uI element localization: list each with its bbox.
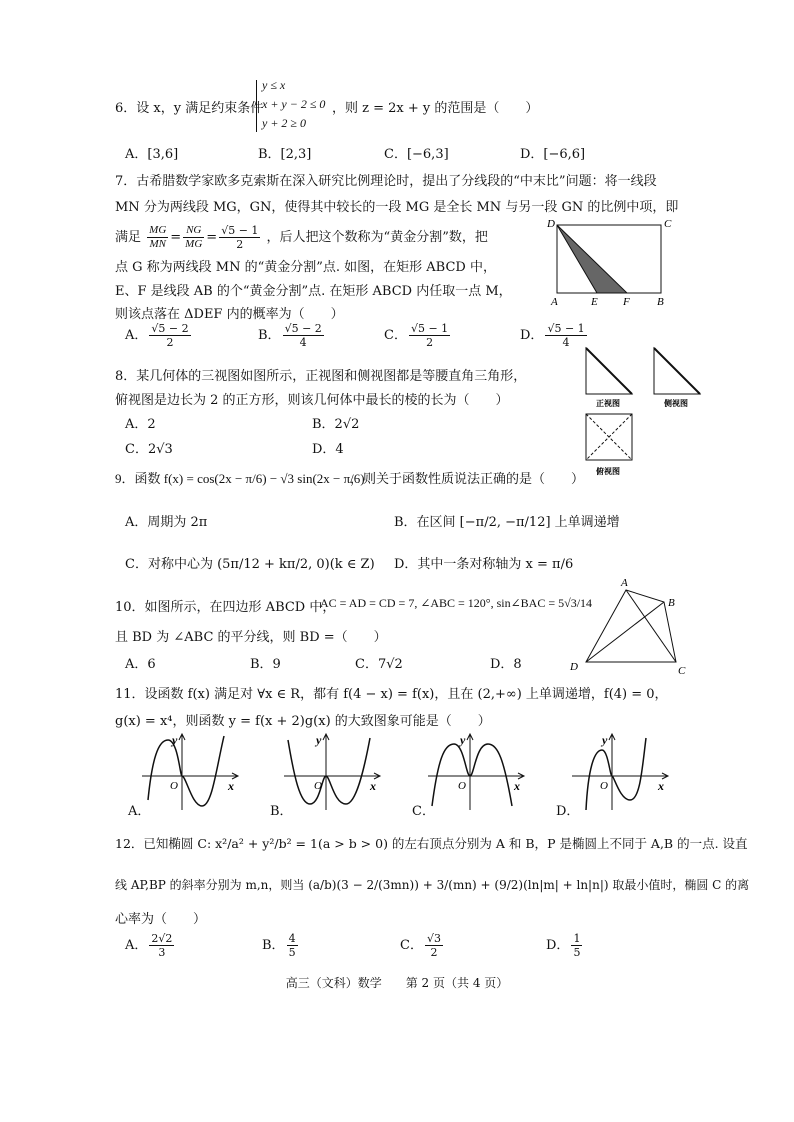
q7-line-3b: ，后人把这个数称为“黄金分割”数，把 — [266, 230, 488, 245]
q11-option-d[interactable]: D． — [556, 804, 580, 819]
quadrilateral-figure — [566, 574, 696, 680]
q10-option-b[interactable]: B．9 — [250, 657, 281, 672]
svg-text:x: x — [370, 779, 376, 793]
q6-constraint-1: y ≤ x — [262, 78, 286, 92]
golden-rectangle-figure — [545, 215, 675, 307]
q6-option-d[interactable]: D．[−6,6] — [520, 147, 586, 162]
q6-stem-a: 6．设 x，y 满足约束条件 — [115, 101, 264, 116]
q8-option-c[interactable]: C．2√3 — [125, 442, 173, 457]
q12-line-2: 线 AP,BP 的斜率分别为 m,n，则当 (a/b)(3 − 2/(3mn)) + 3/(mn) + (9/2)(ln|m| + ln|n|) 取最小值时，椭圆 C 的离 — [115, 878, 750, 892]
side-view-label: 侧视图 — [664, 399, 688, 408]
q9-option-b[interactable]: B．在区间 [−π/2, −π/12] 上单调递增 — [394, 515, 620, 530]
q10-option-a[interactable]: A．6 — [125, 657, 156, 672]
fig7-label-d: D — [547, 218, 555, 230]
q7-frac-golden-den: 2 — [236, 238, 244, 251]
q12-option-b[interactable]: B． $\frac{4}{5}$ — [262, 932, 296, 959]
svg-text:O: O — [170, 780, 178, 792]
q7-option-c[interactable]: C． $\frac{√5 - 1}{2}$ — [384, 322, 449, 349]
q12-option-a[interactable]: A． $\frac{2√2}{3}$ — [125, 932, 173, 959]
three-views-figure — [578, 344, 708, 482]
fig10-label-b: B — [668, 597, 675, 609]
q8-line-2: 俯视图是边长为 2 的正方形，则该几何体中最长的棱的长为（ ） — [115, 393, 509, 408]
q10-line-2: 且 BD 为 ∠ABC 的平分线，则 BD =（ ） — [115, 630, 387, 645]
q8-option-a[interactable]: A．2 — [125, 417, 156, 432]
fig7-label-e: E — [591, 296, 598, 307]
q7-frac-mn: MN — [149, 238, 166, 250]
q11-option-c[interactable]: C． — [412, 804, 435, 819]
q9-option-a[interactable]: A．周期为 2π — [125, 515, 208, 530]
fig7-label-c: C — [664, 218, 672, 230]
q12-option-d[interactable]: D． $\frac{1}{5}$ — [546, 932, 581, 959]
q10-line-1a: 10．如图所示，在四边形 ABCD 中， — [115, 600, 336, 615]
q10-line-1b: AC = AD = CD = 7, ∠ABC = 120°, sin∠BAC = 5√3/14 — [320, 596, 593, 610]
q12-line-1: 12．已知椭圆 C: x²/a² + y²/b² = 1(a > b > 0) 的左右顶点分别为 A 和 B，P 是椭圆上不同于 A,B 的一点. 设直 — [115, 836, 748, 851]
q7-line-2: MN 分为两线段 MG，GN，使得其中较长的一段 MG 是全长 MN 与另一段 GN 的比例中项，即 — [115, 200, 679, 215]
q7-frac-mg: MG — [149, 224, 167, 236]
svg-text:x: x — [658, 779, 664, 793]
q11-option-a[interactable]: A． — [128, 804, 151, 819]
q7-option-b[interactable]: B． $\frac{√5 - 2}{4}$ — [258, 322, 322, 349]
q7-line-3: 满足 $\frac{MG}{MN}$ = $\frac{NG}{MG}$ = $\frac{√5 - 1}{2}$ ，后人把这个数称为“黄金分割”数，把 — [115, 224, 488, 251]
graph-b[interactable] — [282, 730, 382, 812]
front-view-label: 正视图 — [596, 399, 620, 408]
q6-option-c[interactable]: C．[−6,3] — [384, 147, 449, 162]
q6-brace — [256, 80, 257, 132]
q12-option-c[interactable]: C． $\frac{√3}{2}$ — [400, 932, 441, 959]
page-footer: 高三（文科）数学 第 2 页（共 4 页） — [285, 976, 509, 990]
q9-option-d[interactable]: D．其中一条对称轴为 x = π/6 — [394, 557, 574, 572]
top-view-label: 俯视图 — [596, 467, 620, 476]
svg-text:x: x — [514, 779, 520, 793]
svg-text:y: y — [316, 733, 322, 747]
q12-line-3: 心率为（ ） — [115, 912, 207, 927]
q11-option-b[interactable]: B． — [270, 804, 293, 819]
q8-line-1: 8．某几何体的三视图如图所示，正视图和侧视图都是等腰直角三角形， — [115, 369, 527, 384]
q9-stem-a: 9．函数 f(x) = cos(2x − π/6) − √3 sin(2x − π/6) — [115, 471, 365, 486]
svg-text:O: O — [458, 780, 466, 792]
q11-line-1: 11．设函数 f(x) 满足对 ∀x ∈ R，都有 f(4 − x) = f(x)，且在 (2,+∞) 上单调递增，f(4) = 0， — [115, 687, 668, 702]
q7-option-a[interactable]: A． $\frac{√5 - 2}{2}$ — [125, 322, 189, 349]
q6-stem-b: ，则 z = 2x + y 的范围是（ ） — [332, 101, 539, 116]
q10-option-d[interactable]: D．8 — [490, 657, 522, 672]
q9-stem-b: ，则关于函数性质说法正确的是（ ） — [350, 472, 585, 487]
svg-text:y: y — [460, 733, 466, 747]
svg-text:x: x — [228, 779, 234, 793]
q7-line-6: 则该点落在 ΔDEF 内的概率为（ ） — [115, 307, 344, 322]
q9-option-c[interactable]: C．对称中心为 (5π/12 + kπ/2, 0)(k ∈ Z) — [125, 557, 375, 572]
q7-line-5: E、F 是线段 AB 的个“黄金分割”点. 在矩形 ABCD 内任取一点 M， — [115, 284, 512, 299]
svg-text:y: y — [172, 733, 178, 747]
q6-constraint-3: y + 2 ≥ 0 — [262, 116, 307, 130]
graph-d[interactable] — [570, 730, 670, 812]
q6-option-a[interactable]: A．[3,6] — [125, 147, 179, 162]
q7-line-4: 点 G 称为两线段 MN 的“黄金分割”点. 如图，在矩形 ABCD 中， — [115, 260, 496, 275]
q10-option-c[interactable]: C．7√2 — [355, 657, 403, 672]
svg-text:O: O — [600, 780, 608, 792]
fig10-label-a: A — [621, 577, 628, 589]
q7-line-3a: 满足 — [115, 230, 142, 245]
graph-a[interactable] — [140, 730, 240, 812]
fig10-label-c: C — [678, 665, 686, 677]
q8-option-b[interactable]: B．2√2 — [312, 417, 360, 432]
q11-line-2: g(x) = x⁴，则函数 y = f(x + 2)g(x) 的大致图象可能是（ ） — [115, 714, 491, 729]
q7-option-d[interactable]: D． $\frac{√5 - 1}{4}$ — [520, 322, 585, 349]
fig7-label-b: B — [657, 296, 664, 307]
fig7-label-a: A — [551, 296, 558, 307]
q7-frac-ng: NG — [183, 224, 204, 238]
fig7-label-f: F — [623, 296, 630, 307]
q6-option-b[interactable]: B．[2,3] — [258, 147, 312, 162]
q8-option-d[interactable]: D．4 — [312, 442, 344, 457]
graph-c[interactable] — [426, 730, 526, 812]
svg-text:O: O — [314, 780, 322, 792]
q7-frac-golden-num: √5 − 1 — [221, 224, 259, 237]
q7-line-1: 7．古希腊数学家欧多克索斯在深入研究比例理论时，提出了分线段的“中末比”问题：将一线段 — [115, 174, 657, 189]
fig10-label-d: D — [570, 661, 578, 673]
q6-constraint-2: x + y − 2 ≤ 0 — [262, 97, 326, 111]
svg-text:y: y — [602, 733, 608, 747]
q7-frac-mg2: MG — [185, 238, 203, 250]
